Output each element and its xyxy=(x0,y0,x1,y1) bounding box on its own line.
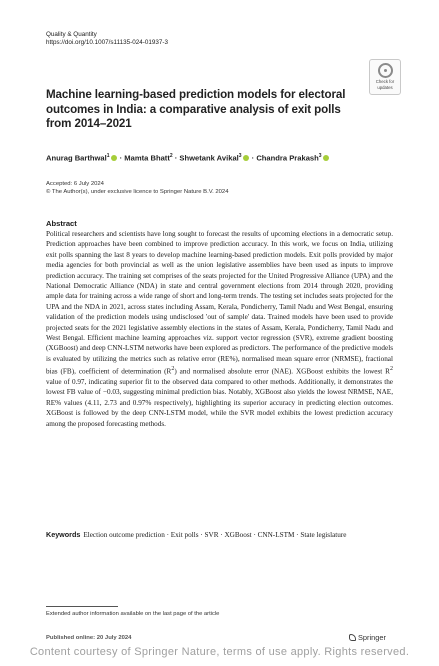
check-for-updates-icon xyxy=(378,63,393,78)
watermark: Content courtesy of Springer Nature, terms of use apply. Rights reserved. xyxy=(29,646,410,658)
footnote: Extended author information available on the last page of the article xyxy=(46,611,220,617)
orcid-icon[interactable] xyxy=(323,155,329,161)
abstract-text: Political researchers and scientists have long sought to forecast the results of upcoming elections in a democratic setup. Prediction approaches have been combined to improve prediction accuracy. In this work, we focus on India, utilizing exit polls spanning the last 8 years to develop machine learning-based prediction models. Exit polls provided by major media agencies for both provincial as well as the union legislative assemblies have been used as inputs to improve prediction accuracy. The training set comprises of the seats projected for the United Progressive Alliance (UPA) and the National Democratic Alliance (NDA) in state and central government elections from 2014 through 2020, providing ample data for training across a wide range of short and long-term trends. The testing set includes seats projected for the UPA and the NDA in 2021, across states including Assam, Kerala, Pondicherry, Tamil Nadu and West Bengal, ensuring validation of the prediction models using undisclosed 'out of sample' data. Trained models have been used to provide projected seats for the 2021 legislative assembly elections in the states of Assam, Kerala, Pondicherry, Tamil Nadu and West Bengal. Efficient machine learning approaches viz. support vector regression (SVR), extreme gradient boosting (XGBoost) and deep CNN-LSTM networks have been explored as predictors. The performance of the predictive models is evaluated by utilizing the metrics such as relative error (RE%), normalised mean square error (NRMSE), fractional bias (FB), coefficient of determination (R xyxy=(46,230,393,376)
abstract-text: ) and normalised absolute error (NAE). XGBoost exhibits the lowest R xyxy=(174,367,390,376)
abstract-text: value of 0.97, indicating superior fit to the observed data compared to other methods. Additionally, it demonstrates the lowest FB value of −0.03, suggesting minimal prediction bias. Notably, XGBoost also yields the lowest NRMSE, NAE, RE% values (4.11, 2.73 and 0.97% respectively), highlighting its superior accuracy in predicting election outcomes. XGBoost is followed by the deep CNN-LSTM model, while the SVR model exhibits the lowest prediction accuracy among the proposed forecasting methods. xyxy=(46,378,393,428)
journal-header xyxy=(46,31,168,47)
keywords-section xyxy=(46,530,393,540)
accepted-date: Accepted: 6 July 2024 xyxy=(46,181,104,187)
author-name[interactable]: Anurag Barthwal xyxy=(46,153,107,163)
article-title: Machine learning-based prediction models for electoral outcomes in India: a comparative analysis of exit polls from 2014–2021 xyxy=(46,88,346,130)
author-separator: · xyxy=(249,153,257,163)
author-name[interactable]: Chandra Prakash xyxy=(256,153,319,163)
copyright-notice: © The Author(s), under exclusive licence to Springer Nature B.V. 2024 xyxy=(46,189,229,195)
abstract-body xyxy=(46,229,393,429)
publication-date: Published online: 20 July 2024 xyxy=(46,635,132,641)
publication-meta xyxy=(46,180,228,196)
check-for-updates-badge[interactable] xyxy=(369,59,401,95)
orcid-icon[interactable] xyxy=(111,155,117,161)
author-name[interactable]: Shwetank Avikal xyxy=(179,153,239,163)
abstract-heading: Abstract xyxy=(46,219,77,228)
author-affiliation: 1 xyxy=(106,153,110,159)
author-list xyxy=(46,151,330,164)
orcid-icon[interactable] xyxy=(243,155,249,161)
author-name[interactable]: Mamta Bhatt xyxy=(124,153,170,163)
footnote-divider xyxy=(46,606,118,607)
springer-horse-icon xyxy=(349,634,356,641)
journal-name: Quality & Quantity xyxy=(46,31,97,38)
author-separator: · xyxy=(117,153,125,163)
publisher-name: Springer xyxy=(358,633,386,642)
author-separator: · xyxy=(172,153,180,163)
superscript: 2 xyxy=(389,366,393,373)
badge-line1: Check for xyxy=(375,79,395,84)
keywords-text: Election outcome prediction · Exit polls · SVR · XGBoost · CNN-LSTM · State legislature xyxy=(83,531,347,539)
author-affiliation: 3 xyxy=(238,153,242,159)
keywords-label: Keywords xyxy=(46,530,81,539)
author-affiliation: 3 xyxy=(318,153,322,159)
badge-line2: updates xyxy=(377,85,393,90)
doi-link[interactable]: https://doi.org/10.1007/s11135-024-01937-3 xyxy=(46,39,168,46)
superscript: 2 xyxy=(171,366,175,373)
author-affiliation: 2 xyxy=(169,153,173,159)
publisher-logo xyxy=(349,633,386,642)
